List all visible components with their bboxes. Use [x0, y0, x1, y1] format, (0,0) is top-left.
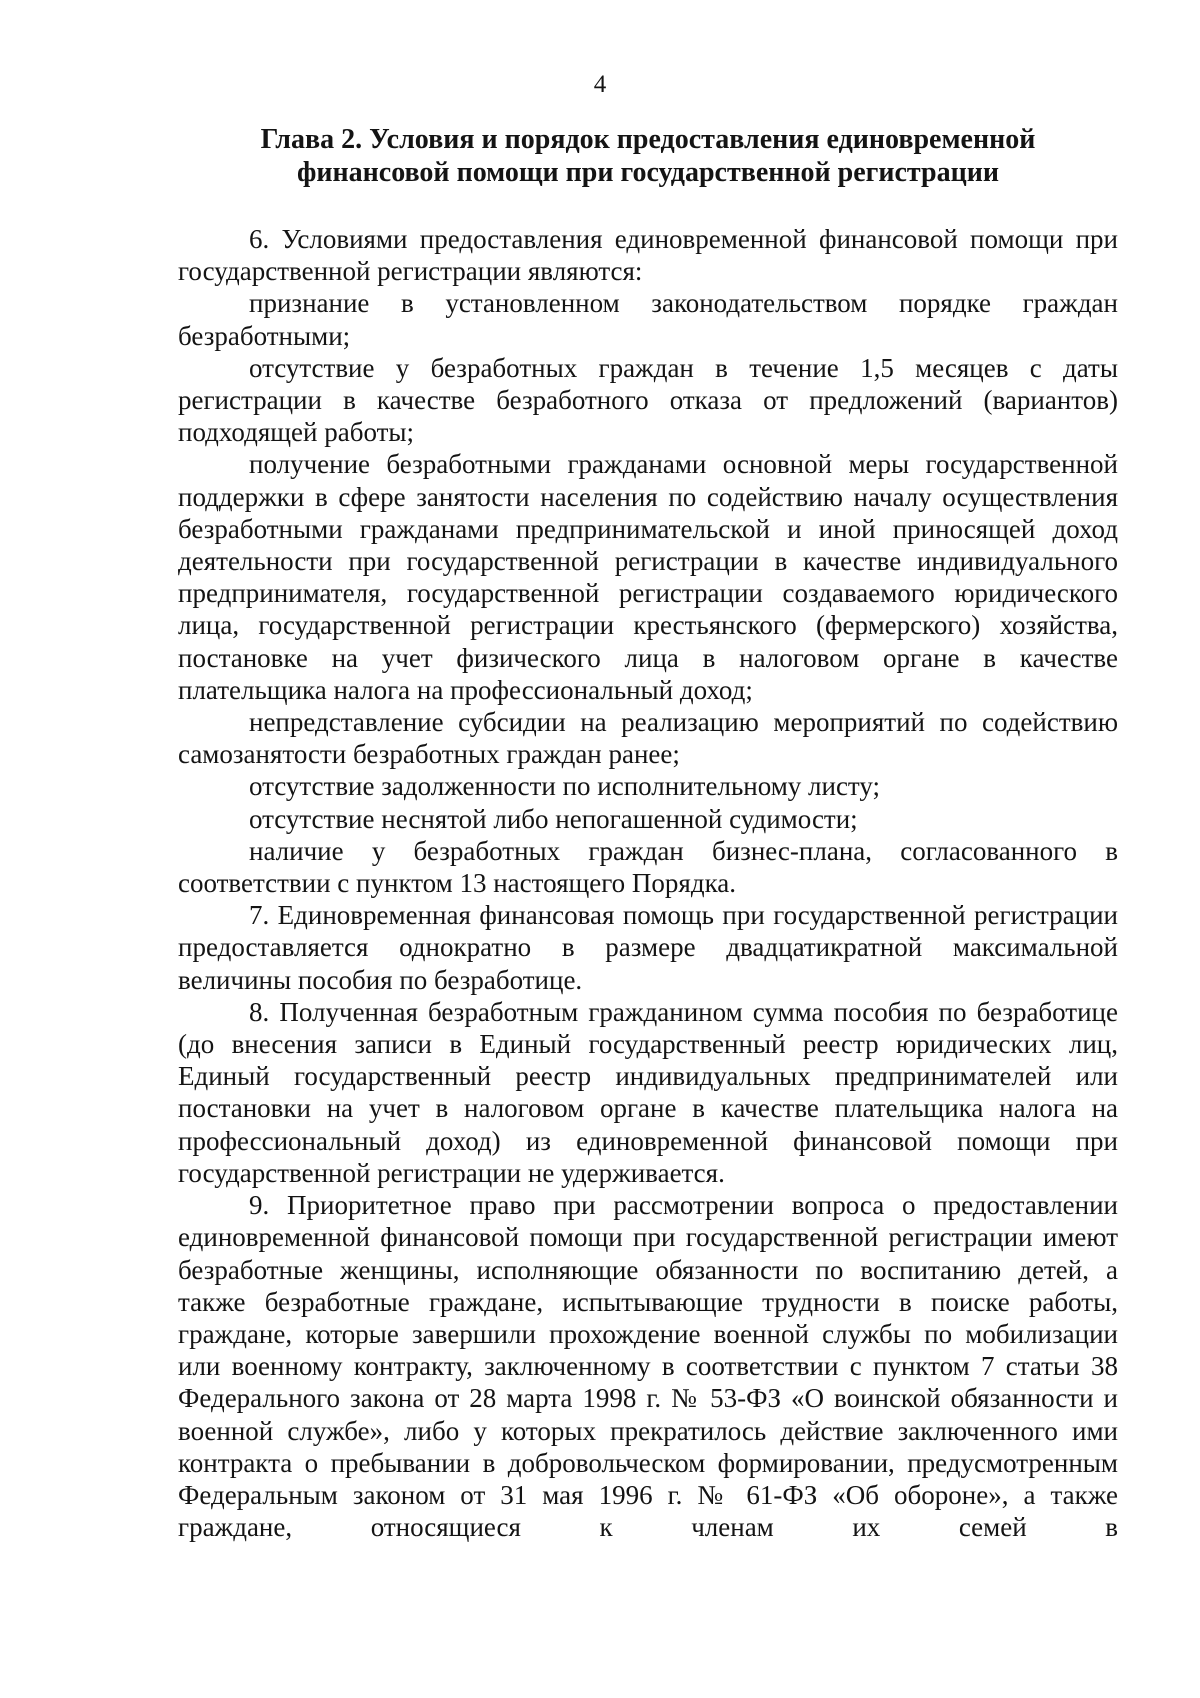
- paragraph-condition-recognition: признание в установленном законодательством порядке граждан безработными;: [178, 288, 1118, 351]
- chapter-heading-line-2: финансовой помощи при государственной регистрации: [297, 157, 999, 188]
- paragraph-item-7: 7. Единовременная финансовая помощь при государственной регистрации предоставляется однократно в размере двадцатикратной максимальной величины пособия по безработице.: [178, 900, 1118, 995]
- chapter-heading: [178, 123, 1118, 189]
- paragraph-item-6: 6. Условиями предоставления единовременной финансовой помощи при государственной регистрации являются:: [178, 224, 1118, 287]
- paragraph-condition-no-conviction: отсутствие неснятой либо непогашенной судимости;: [249, 803, 858, 834]
- paragraph-item-9: 9. Приоритетное право при рассмотрении вопроса о предоставлении единовременной финансовой помощи при государственной регистрации имеют безработные женщины, исполняющие обязанности по воспитанию детей, а также безработные граждане, испытывающие трудности в поиске работы, граждане, которые завершили прохождение военной службы по мобилизации или военному контракту, заключенному в соответствии с пунктом 7 статьи 38 Федерального закона от 28 марта 1998 г. № 53-ФЗ «О воинской обязанности и военной службе», либо у которых прекратилось действие заключенного ими контракта о пребывании в добровольческом формировании, предусмотренным Федеральным законом от 31 мая 1996 г. № 61-ФЗ «Об обороне», а также граждане, относящиеся к членам их семей в: [178, 1190, 1118, 1543]
- paragraph-condition-no-subsidy: непредставление субсидии на реализацию мероприятий по содействию самозанятости безработных граждан ранее;: [178, 707, 1118, 770]
- body-text: [178, 223, 1118, 1543]
- paragraph-condition-no-refusal: отсутствие у безработных граждан в течение 1,5 месяцев с даты регистрации в качестве безработного отказа от предложений (вариантов) подходящей работы;: [178, 352, 1118, 448]
- paragraph-condition-no-debt: отсутствие задолженности по исполнительному листу;: [249, 771, 881, 802]
- paragraph-item-8: 8. Полученная безработным гражданином сумма пособия по безработице (до внесения записи в Единый государственный реестр юридических лиц, Единый государственный реестр индивидуальных предпринимателей или постановки на учет в налоговом органе в качестве плательщика налога на профессиональный доход) из единовременной финансовой помощи при государственной регистрации не удерживается.: [178, 996, 1118, 1188]
- paragraph-condition-business-plan: наличие у безработных граждан бизнес-плана, согласованного в соответствии с пунктом 13 настоящего Порядка.: [178, 835, 1118, 899]
- paragraph-condition-support-measure: получение безработными гражданами основной меры государственной поддержки в сфере занятости населения по содействию началу осуществления безработными гражданами предпринимательской и иной приносящей доход деятельности при государственной регистрации в качестве индивидуального предпринимателя, государственной регистрации создаваемого юридического лица, государственной регистрации крестьянского (фермерского) хозяйства, постановке на учет физического лица в налоговом органе в качестве плательщика налога на профессиональный доход;: [178, 449, 1118, 705]
- page-number: 4: [593, 71, 607, 98]
- chapter-heading-line-1: Глава 2. Условия и порядок предоставления единовременной: [260, 124, 1036, 155]
